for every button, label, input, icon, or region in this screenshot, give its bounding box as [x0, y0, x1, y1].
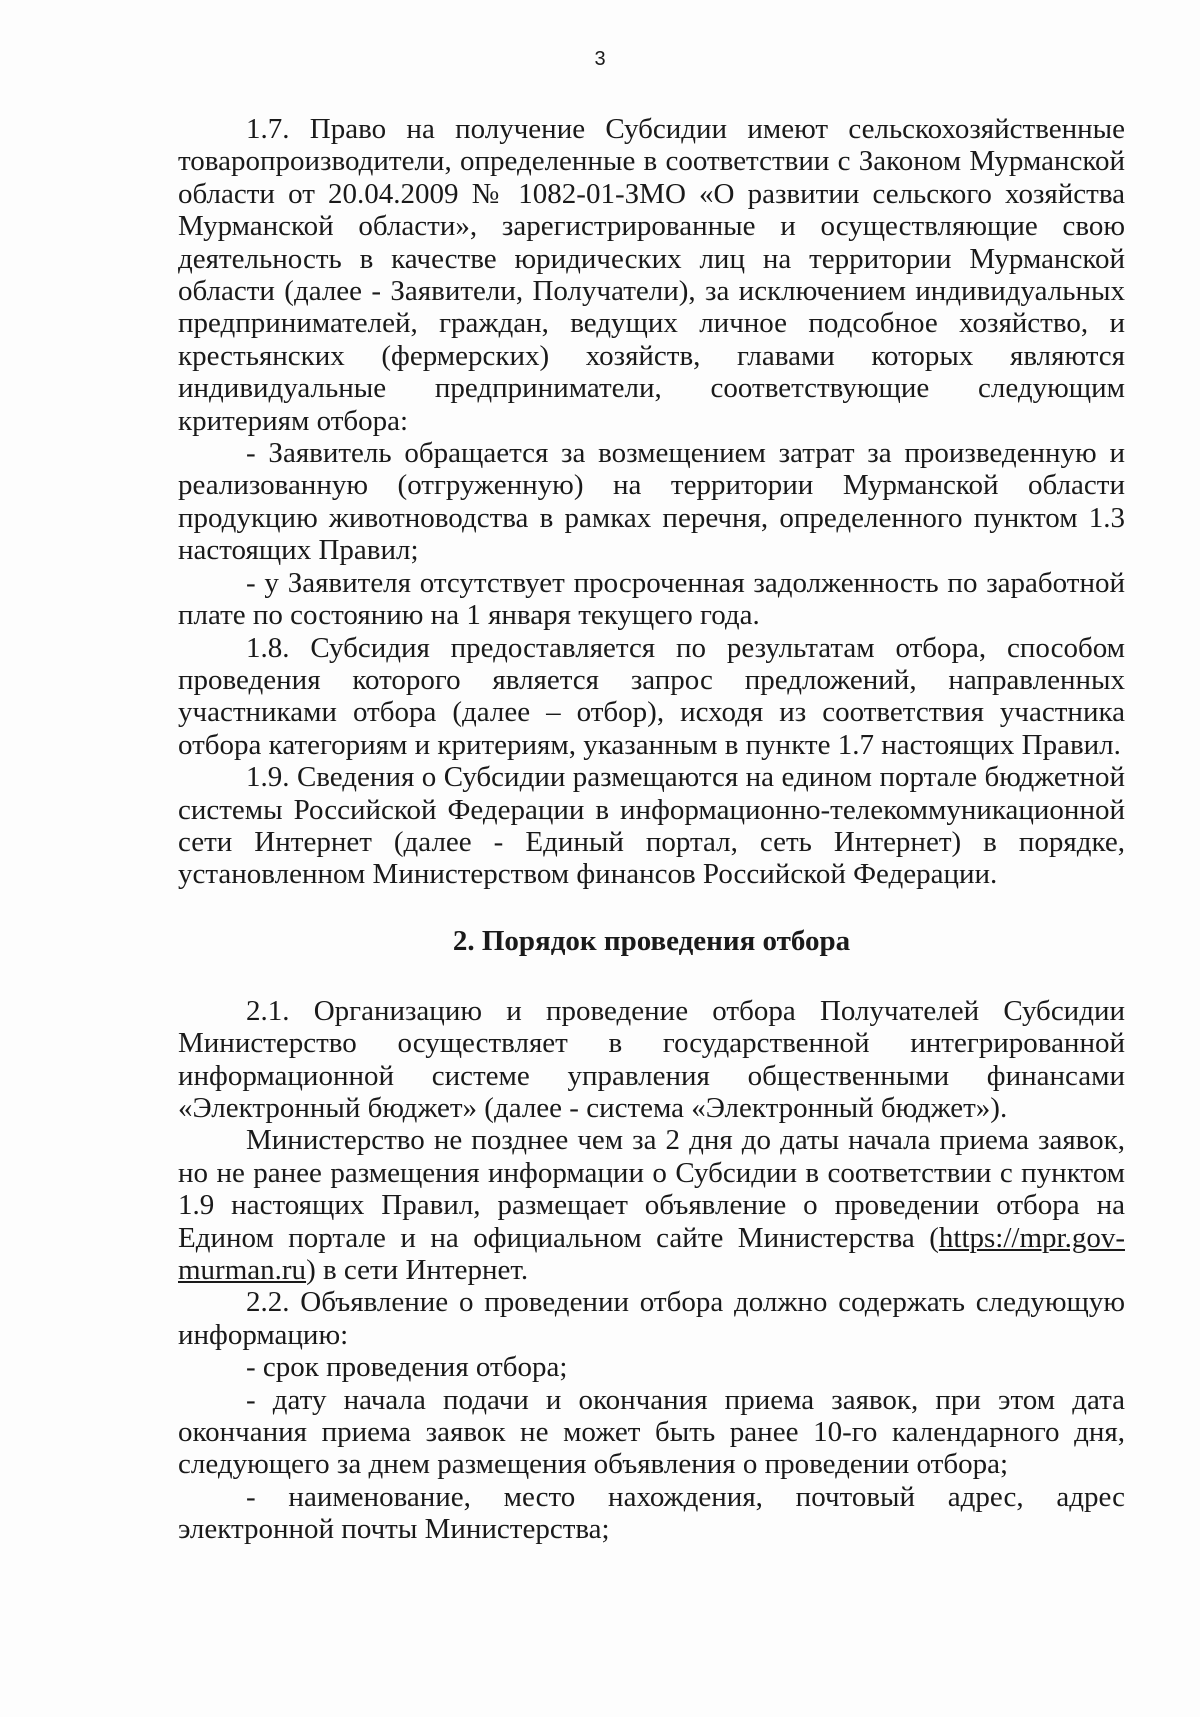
announcement-item-2: - дату начала подачи и окончания приема заявок, при этом дата окончания приема заявок не может быть ранее 10-го календарного дня, следующего за днем размещения объявления о проведении отбора;	[178, 1383, 1125, 1481]
ministry-website-link[interactable]: https://mpr.gov-murman.ru	[178, 1221, 1125, 1286]
paragraph-2-1: 2.1. Организацию и проведение отбора Получателей Субсидии Министерство осуществляет в государственной интегрированной информационной системе управления общественными финансами «Электронный бюджет» (далее - система «Электронный бюджет»).	[178, 994, 1125, 1124]
paragraph-1-8: 1.8. Субсидия предоставляется по результатам отбора, способом проведения которого является запрос предложений, направленных участниками отбора (далее – отбор), исходя из соответствия участника отбора категориям и критериям, указанным в пункте 1.7 настоящих Правил.	[178, 631, 1125, 761]
paragraph-1-9: 1.9. Сведения о Субсидии размещаются на едином портале бюджетной системы Российской Федерации в информационно-телекоммуникационной сети Интернет (далее - Единый портал, сеть Интернет) в порядке, установленном Министерством финансов Российской Федерации.	[178, 761, 1125, 891]
paragraph-2-1-announcement	[178, 1124, 1125, 1286]
criterion-item-1: - Заявитель обращается за возмещением затрат за произведенную и реализованную (отгруженную) на территории Мурманской области продукцию животноводства в рамках перечня, определенного пунктом 1.3 настоящих Правил;	[178, 437, 1125, 567]
page-number: 3	[594, 48, 606, 70]
document-body	[178, 113, 1125, 1546]
criterion-item-2: - у Заявителя отсутствует просроченная задолженность по заработной плате по состоянию на 1 января текущего года.	[178, 566, 1125, 632]
announcement-item-3: - наименование, место нахождения, почтовый адрес, адрес электронной почты Министерства;	[178, 1480, 1125, 1546]
paragraph-1-7: 1.7. Право на получение Субсидии имеют сельскохозяйственные товаропроизводители, определенные в соответствии с Законом Мурманской области от 20.04.2009 № 1082-01-ЗМО «О развитии сельского хозяйства Мурманской области», зарегистрированные и осуществляющие свою деятельность в качестве юридических лиц на территории Мурманской области (далее - Заявители, Получатели), за исключением индивидуальных предпринимателей, граждан, ведущих личное подсобное хозяйство, и крестьянских (фермерских) хозяйств, главами которых являются индивидуальные предприниматели, соответствующие следующим критериям отбора:	[178, 113, 1125, 437]
announcement-item-1: - срок проведения отбора;	[246, 1351, 568, 1384]
announcement-text-after: ) в сети Интернет.	[306, 1254, 529, 1286]
section-heading-2: 2. Порядок проведения отбора	[452, 924, 851, 957]
announcement-text-before: Министерство не позднее чем за 2 дня до даты начала приема заявок, но не ранее размещения информации о Субсидии в соответствии с пунктом 1.9 настоящих Правил, размещает объявление о проведении отбора на Едином портале и на официальном сайте Министерства (	[178, 1124, 1125, 1254]
paragraph-2-2: 2.2. Объявление о проведении отбора должно содержать следующую информацию:	[178, 1286, 1125, 1351]
